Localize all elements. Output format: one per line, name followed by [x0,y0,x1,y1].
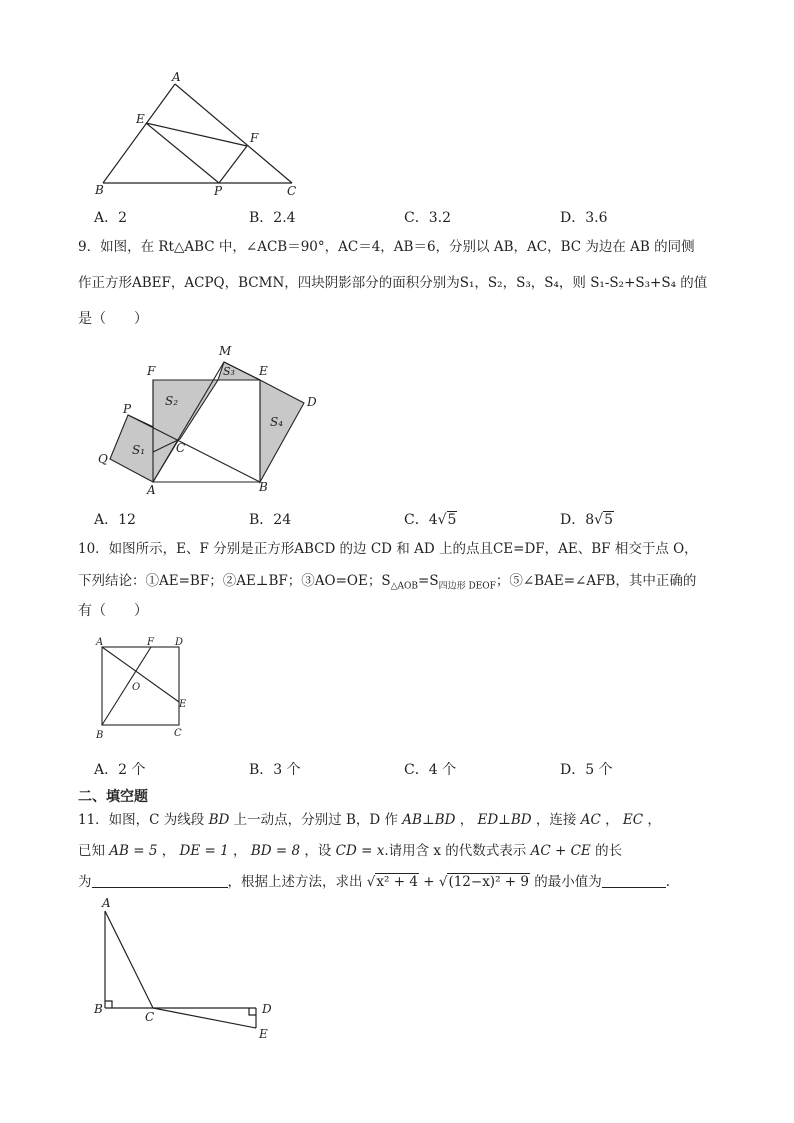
label-c: C [287,184,297,198]
q10-line-2-sub-deof: 四边形 DEOF [438,581,496,592]
label-s4: S₄ [270,415,284,429]
label-e: E [179,699,187,710]
label-a: A [147,483,156,497]
answer-blank-2[interactable] [602,873,666,888]
segment-ce [153,1008,256,1028]
q10-line-2-sub-aob: △AOB [390,581,419,592]
q9-option-c-label: C．4 [404,512,438,528]
q10-line-2-a: 下列结论：①AE=BF；②AE⊥BF；③AO=OE；S [78,573,391,589]
q9-option-c-radicand: 5 [447,512,457,528]
q9-figure [90,340,340,500]
q10-option-b[interactable]: B．3 个 [249,762,301,778]
side-ab [103,84,175,183]
segment-ae [102,647,179,702]
q8-option-a[interactable]: A．2 [94,210,128,226]
label-b: B [96,730,104,741]
segment-ef [146,123,247,146]
label-e: E [259,1027,268,1041]
square-abcd [102,647,179,725]
label-d: D [307,395,317,409]
q9-option-c[interactable]: C．4√5 [404,512,457,528]
label-b: B [95,183,104,197]
label-f: F [147,364,156,378]
right-angle-d [249,1008,256,1015]
q10-figure [90,635,200,745]
q9-option-d-radicand: 5 [604,512,613,528]
label-c: C [176,441,186,455]
q8-option-b[interactable]: B．2.4 [249,210,296,226]
radical-1: x² + 4 [376,874,418,890]
q10-line-2-b: =S [418,573,439,589]
label-s2: S₂ [165,394,179,408]
label-c: C [145,1010,155,1024]
answer-blank-1[interactable] [92,873,228,888]
q10-option-d[interactable]: D．5 个 [560,762,613,778]
q10-line-3: 有（ ） [78,603,148,619]
label-a: A [96,637,104,648]
label-b: B [259,480,268,494]
label-o: O [132,682,141,693]
q9-line-1: 9．如图，在 Rt△ABC 中，∠ACB＝90°，AC＝4，AB＝6，分别以 AB，AC，BC 为边在 AB 的同侧 [78,239,695,255]
label-e: E [259,364,268,378]
label-p: P [123,402,132,416]
q11-line-1: 11．如图，C 为线段 BD 上一动点，分别过 B，D 作 AB⊥BD ， ED⊥BD ，连接 AC ， EC ， [78,812,661,828]
q10-line-2-c: ；⑤∠BAE=∠AFB，其中正确的 [495,573,697,589]
label-b: B [94,1002,103,1016]
label-s1: S₁ [132,443,146,457]
segment-ac [105,911,153,1008]
q11-line-2: 已知 AB = 5 ， DE = 1 ， BD = 8 ，设 CD = x.请用含 x 的代数式表示 AC + CE 的长 [78,843,623,859]
q10-line-1: 10．如图所示，E、F 分别是正方形ABCD 的边 CD 和 AD 上的点且CE=DF，AE、BF 相交于点 O， [78,541,698,557]
label-a: A [102,896,111,910]
radical-2: (12−x)² + 9 [448,874,529,890]
label-d: D [262,1002,272,1016]
label-c: C [174,728,182,739]
label-m: M [219,344,232,358]
label-s3: S₃ [223,365,235,378]
shaded-s2 [153,380,218,452]
label-f: F [147,637,154,648]
right-angle-b [105,1001,112,1008]
q10-option-a[interactable]: A．2 个 [94,762,146,778]
q8-figure [80,70,320,202]
q9-option-d-label: D．8 [560,512,595,528]
q9-option-b[interactable]: B．24 [249,512,292,528]
q9-line-3: 是（ ） [78,311,148,327]
q8-option-c[interactable]: C．3.2 [404,210,451,226]
label-a: A [172,70,181,84]
label-d: D [175,637,184,648]
q11-line-3: 为 ，根据上述方法，求出 √x² + 4 + √(12−x)² + 9 的最小值为 . [78,874,671,890]
q10-line-2 [78,572,696,596]
shaded-s4 [260,380,304,482]
segment-ep [146,123,219,183]
q9-option-d[interactable]: D．8√5 [560,512,613,528]
label-e: E [136,112,145,126]
label-f: F [250,131,259,145]
segment-pf [219,146,247,183]
q8-option-d[interactable]: D．3.6 [560,210,608,226]
q11-figure [88,895,288,1045]
q10-option-c[interactable]: C．4 个 [404,762,457,778]
label-p: P [214,184,223,198]
label-q: Q [98,452,108,466]
q9-option-a[interactable]: A．12 [94,512,136,528]
q9-line-2: 作正方形ABEF，ACPQ，BCMN，四块阴影部分的面积分别为S₁，S₂，S₃，S₄，则 S₁-S₂+S₃+S₄ 的值 [78,275,708,291]
section-title-fill-in: 二、填空题 [78,789,148,805]
segment-bf [102,647,151,725]
